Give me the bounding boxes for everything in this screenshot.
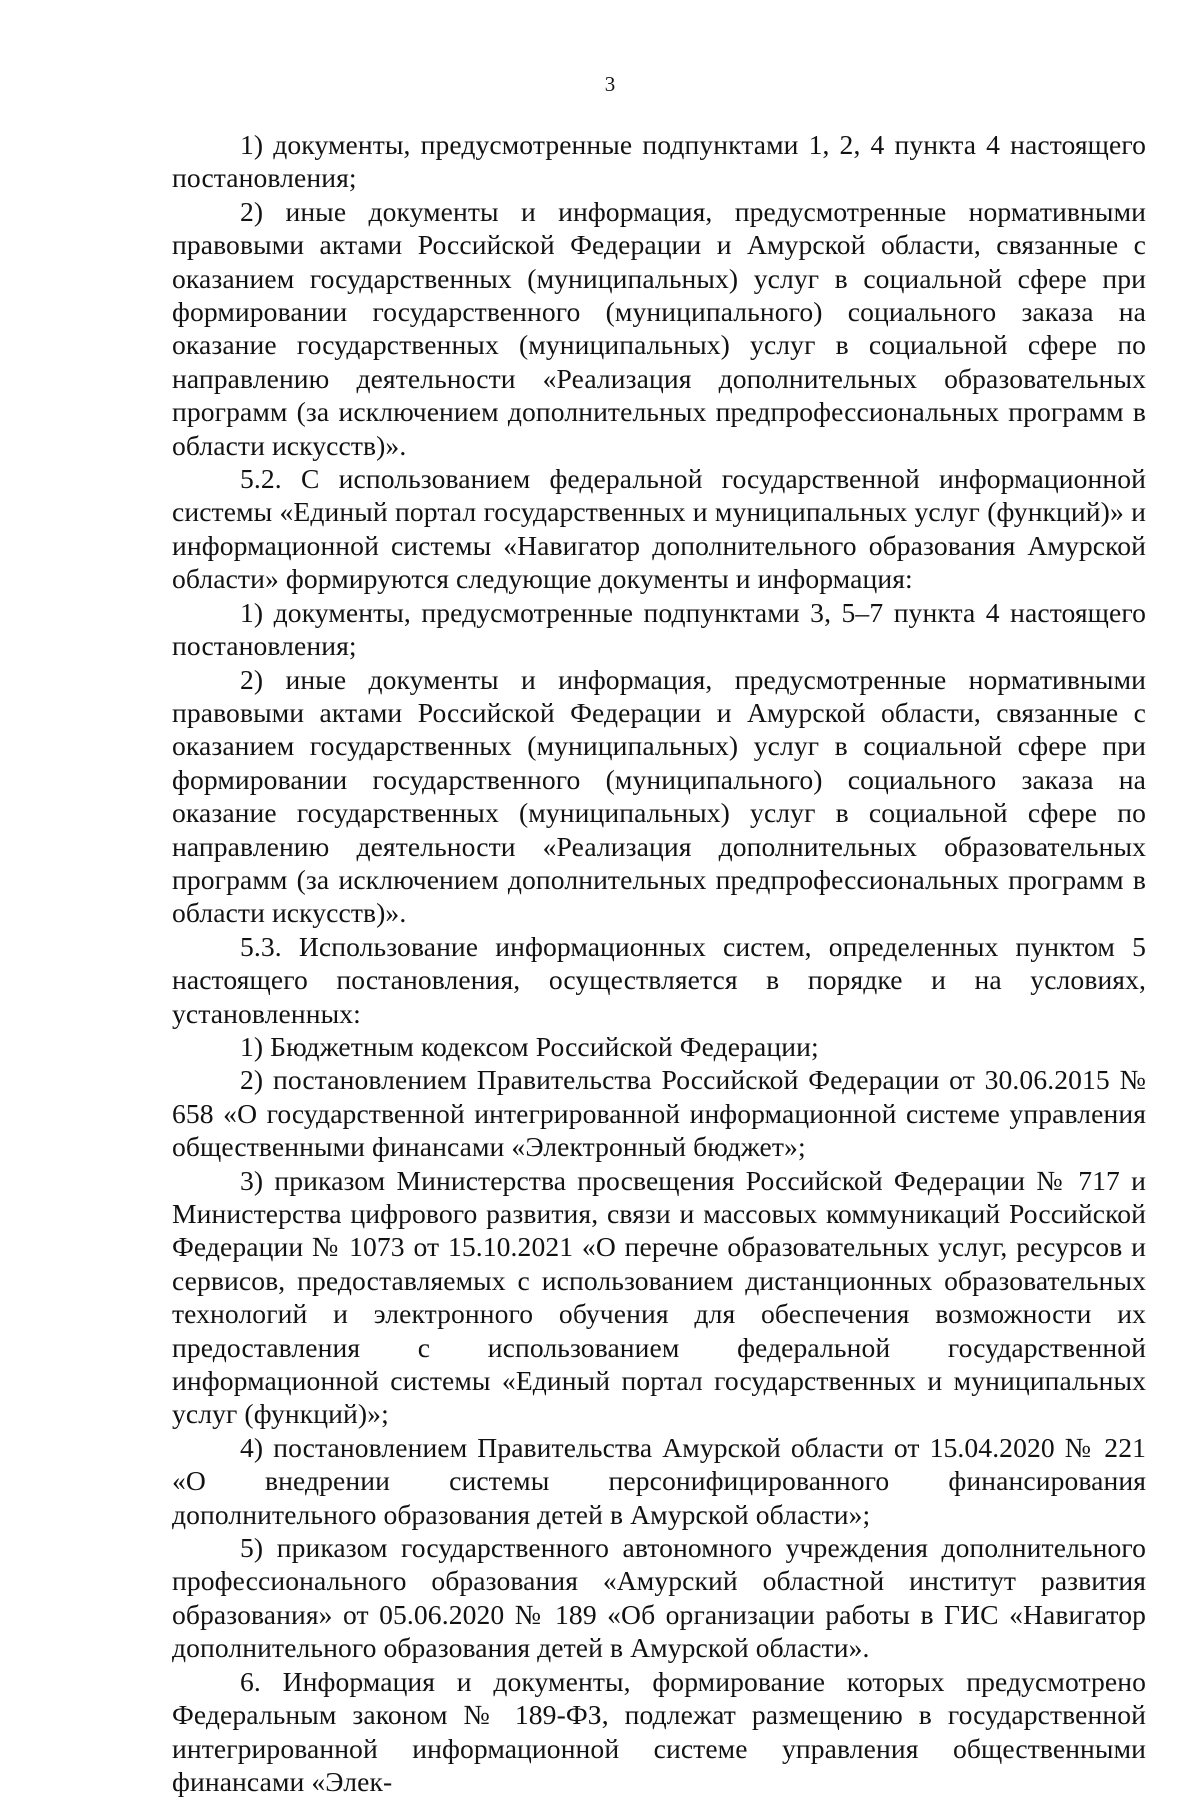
page-number: 3 bbox=[604, 72, 616, 96]
paragraph-5-1-item-2: 2) иные документы и информация, предусмотренные нормативными правовыми актами Российской Федерации и Амурской области, связанные с оказанием государственных (муниципальных) услуг в социальной сфере при формировании государственного (муниципального) социального заказа на оказание государственных (муниципальных) услуг в социальной сфере по направлению деятельности «Реализация дополнительных образовательных программ (за исключением дополнительных предпрофессиональных программ в области искусств)». bbox=[172, 195, 1146, 461]
paragraph-5-3-item-2: 2) постановлением Правительства Российской Федерации от 30.06.2015 № 658 «О государственной интегрированной информационной системе управления общественными финансами «Электронный бюджет»; bbox=[172, 1064, 1146, 1163]
paragraph-6: 6. Информация и документы, формирование которых предусмотрено Федеральным законом № 189-ФЗ, подлежат размещению в государственной интегрированной информационной системе управления общественными финансами «Элек- bbox=[172, 1665, 1146, 1797]
paragraph-5-1-item-1: 1) документы, предусмотренные подпунктами 1, 2, 4 пункта 4 настоящего постановления; bbox=[172, 129, 1146, 194]
paragraph-5-2: 5.2. С использованием федеральной государственной информационной системы «Единый портал государственных и муниципальных услуг (функций)» и информационной системы «Навигатор дополнительного образования Амурской области» формируются следующие документы и информация: bbox=[172, 463, 1146, 595]
paragraph-5-2-item-1: 1) документы, предусмотренные подпунктами 3, 5–7 пункта 4 настоящего постановления; bbox=[172, 596, 1146, 662]
paragraph-5-2-item-2: 2) иные документы и информация, предусмотренные нормативными правовыми актами Российской Федерации и Амурской области, связанные с оказанием государственных (муниципальных) услуг в социальной сфере при формировании государственного (муниципального) социального заказа на оказание государственных (муниципальных) услуг в социальной сфере по направлению деятельности «Реализация дополнительных образовательных программ (за исключением дополнительных предпрофессиональных программ в области искусств)». bbox=[172, 663, 1146, 929]
paragraph-5-3-item-4: 4) постановлением Правительства Амурской области от 15.04.2020 № 221 «О внедрении системы персонифицированного финансирования дополнительного образования детей в Амурской области»; bbox=[172, 1431, 1146, 1530]
paragraph-5-3-item-3: 3) приказом Министерства просвещения Российской Федерации № 717 и Министерства цифрового развития, связи и массовых коммуникаций Российской Федерации № 1073 от 15.10.2021 «О перечне образовательных услуг, ресурсов и сервисов, предоставляемых с использованием дистанционных образовательных технологий и электронного обучения для обеспечения возможности их предоставления с использованием федеральной государственной информационной системы «Единый портал государственных и муниципальных услуг (функций)»; bbox=[172, 1164, 1146, 1430]
paragraph-5-3-item-5: 5) приказом государственного автономного учреждения дополнительного профессионального образования «Амурский областной институт развития образования» от 05.06.2020 № 189 «Об организации работы в ГИС «Навигатор дополнительного образования детей в Амурской области». bbox=[172, 1532, 1146, 1664]
document-body bbox=[172, 128, 1146, 1798]
paragraph-5-3: 5.3. Использование информационных систем, определенных пунктом 5 настоящего постановления, осуществляется в порядке и на условиях, установленных: bbox=[172, 930, 1146, 1029]
paragraph-5-3-item-1: 1) Бюджетным кодексом Российской Федерации; bbox=[240, 1030, 819, 1062]
